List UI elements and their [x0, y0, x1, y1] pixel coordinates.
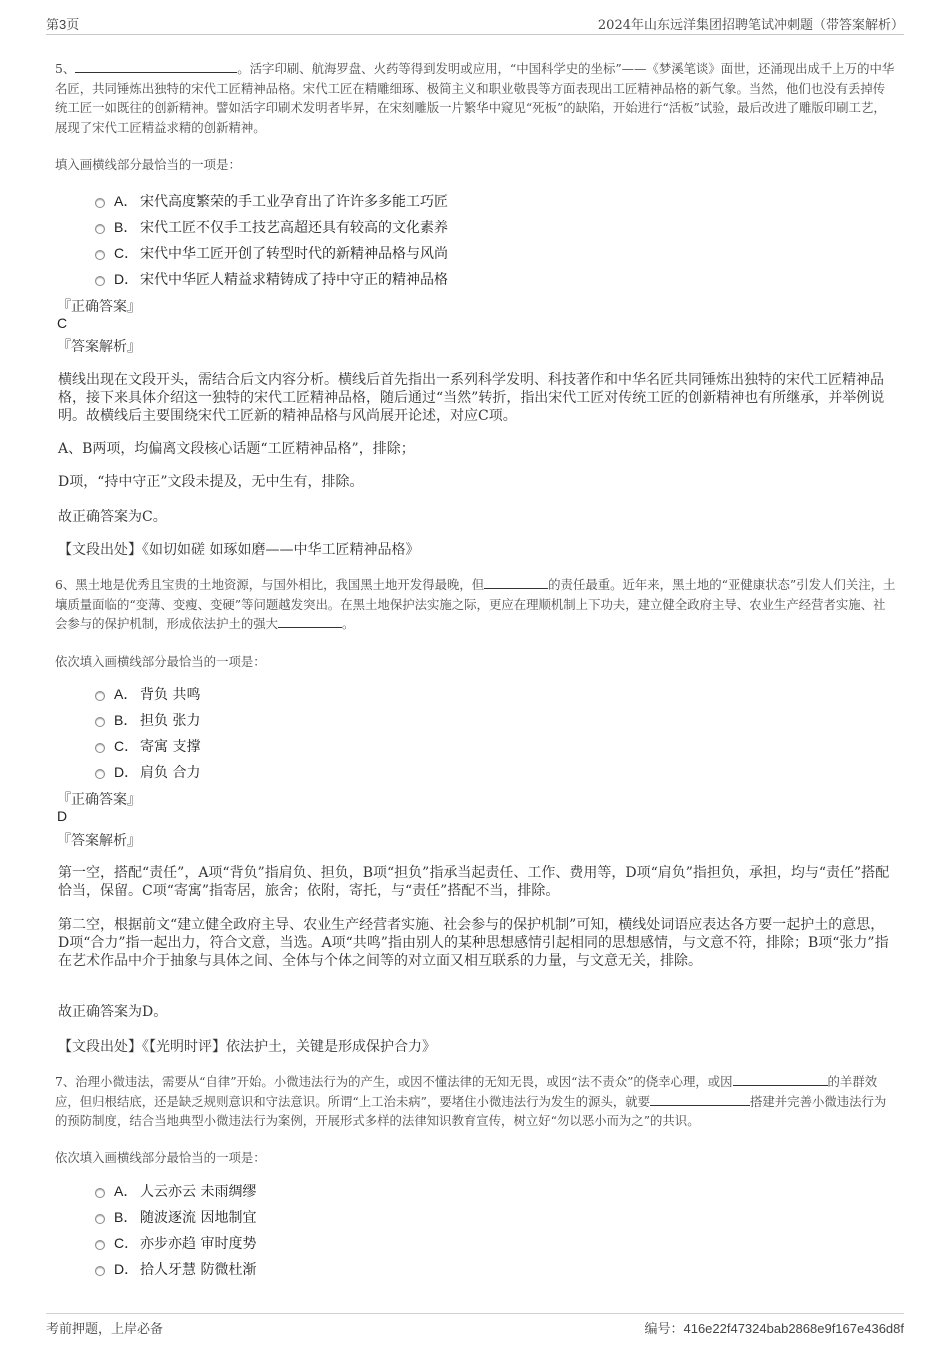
answer-label: 『正确答案』: [57, 299, 141, 315]
answer-value: C: [57, 315, 68, 331]
footer-slogan: 考前押题，上岸必备: [46, 1322, 164, 1337]
radio-icon[interactable]: [95, 1214, 105, 1224]
radio-icon[interactable]: [95, 1188, 105, 1198]
question-5-prompt: 填入画横线部分最恰当的一项是：: [55, 157, 241, 172]
option-a[interactable]: A． 宋代高度繁荣的手工业孕育出了许许多多能工巧匠: [95, 188, 448, 214]
radio-icon[interactable]: [95, 276, 105, 286]
fill-blank: [733, 1073, 828, 1086]
question-6-options: [95, 681, 200, 785]
question-7-options: [95, 1178, 256, 1282]
fill-blank: [484, 576, 548, 589]
option-d[interactable]: D． 肩负 合力: [95, 759, 200, 785]
analysis-paragraph: A、B两项，均偏离文段核心话题“工匠精神品格”，排除；: [58, 441, 415, 457]
question-7-prompt: 依次填入画横线部分最恰当的一项是：: [55, 1150, 266, 1165]
option-d[interactable]: D． 拾人牙慧 防微杜渐: [95, 1256, 256, 1282]
analysis-paragraph: D项，“持中守正”文段未提及，无中生有，排除。: [58, 474, 364, 490]
option-d[interactable]: D． 宋代中华匠人精益求精铸成了持中守正的精神品格: [95, 266, 448, 292]
analysis-label: 『答案解析』: [57, 339, 141, 355]
radio-icon[interactable]: [95, 691, 105, 701]
fill-blank: [650, 1093, 750, 1106]
question-6-stem: 6、黑土地是优秀且宝贵的土地资源，与国外相比，我国黑土地开发得最晚，但 的责任最重。近年来，黑土地的“亚健康状态”引发人们关注，土壤质量面临的“变薄、变瘦、变硬”等问题越发突出。在黑土地保护法实施之际，更应在理顺机制上下功夫，建立健全政府主导、农业生产经营者实施、社会参与的保护机制，形成依法护土的强大 。: [55, 577, 896, 631]
document-code: 编号：416e22f47324bab2868e9f167e436d8f: [644, 1321, 904, 1336]
option-c[interactable]: C． 亦步亦趋 审时度势: [95, 1230, 256, 1256]
radio-icon[interactable]: [95, 717, 105, 727]
fill-blank: [75, 60, 237, 73]
page-header: [46, 14, 904, 35]
radio-icon[interactable]: [95, 769, 105, 779]
document-title: 2024年山东远洋集团招聘笔试冲刺题（带答案解析）: [597, 18, 904, 33]
question-6-prompt: 依次填入画横线部分最恰当的一项是：: [55, 654, 266, 669]
question-5-options: [95, 188, 448, 292]
option-c[interactable]: C． 寄寓 支撑: [95, 733, 200, 759]
analysis-conclusion: 故正确答案为C。: [58, 509, 167, 525]
option-a[interactable]: A． 背负 共鸣: [95, 681, 200, 707]
option-b[interactable]: B． 担负 张力: [95, 707, 200, 733]
question-7-stem: 7、治理小微违法，需要从“自律”开始。小微违法行为的产生，或因不懂法律的无知无畏，或因“法不责众”的侥幸心理，或因 的羊群效应，但归根结底，还是缺乏规则意识和守法意识。所谓“上工治未病”，要堵住小微违法行为发生的源头，就要 搭建并完善小微违法行为的预防制度，结合当地典型小微违法行为案例，开展形式多样的法律知识教育宣传，树立好“勿以恶小而为之”的共识。: [55, 1074, 887, 1128]
source-citation: 【文段出处】《如切如磋 如琢如磨——中华工匠精神品格》: [58, 542, 420, 558]
answer-value: D: [57, 808, 68, 824]
analysis-conclusion: 故正确答案为D。: [58, 1004, 168, 1020]
option-c[interactable]: C． 宋代中华工匠开创了转型时代的新精神品格与风尚: [95, 240, 448, 266]
radio-icon[interactable]: [95, 198, 105, 208]
fill-blank: [278, 615, 342, 628]
answer-label: 『正确答案』: [57, 792, 141, 808]
radio-icon[interactable]: [95, 743, 105, 753]
option-b[interactable]: B． 随波逐流 因地制宜: [95, 1204, 256, 1230]
analysis-paragraph: 第一空，搭配“责任”，A项“背负”指肩负、担负，B项“担负”指承当起责任、工作、费用等，D项“肩负”指担负，承担，均与“责任”搭配恰当，保留。C项“寄寓”指寄居，旅舍；依附，寄托，与“责任”搭配不当，排除。: [58, 865, 890, 899]
analysis-label: 『答案解析』: [57, 833, 141, 849]
radio-icon[interactable]: [95, 224, 105, 234]
question-5-stem: 5、 。活字印刷、航海罗盘、火药等得到发明或应用，“中国科学史的坐标”——《梦溪笔谈》面世，还涌现出成千上万的中华名匠，共同锤炼出独特的宋代工匠精神品格。宋代工匠在精雕细琢、极简主义和职业敬畏等方面表现出工匠精神品格的新气象。当然，他们也没有丢掉传统工匠一如既往的创新精神。譬如活字印刷术发明者毕昇，在宋刻雕版一片繁华中窥见“死板”的缺陷，开始进行“活板”试验，最后改进了雕版印刷工艺，展现了宋代工匠精益求精的创新精神。: [55, 61, 895, 135]
analysis-paragraph: 第二空，根据前文“建立健全政府主导、农业生产经营者实施、社会参与的保护机制”可知，横线处词语应表达各方要一起护土的意思，D项“合力”指一起出力，符合文意，当选。A项“共鸣”指由别人的某种思想感情引起相同的思想感情，与文意不符，排除；B项“张力”指在艺术作品中介于抽象与具体之间、全体与个体之间等的对立面又相互联系的力量，与文意无关，排除。: [58, 917, 889, 969]
radio-icon[interactable]: [95, 1266, 105, 1276]
page-number: 第3页: [46, 17, 80, 32]
option-a[interactable]: A． 人云亦云 未雨绸缪: [95, 1178, 256, 1204]
analysis-paragraph: 横线出现在文段开头，需结合后文内容分析。横线后首先指出一系列科学发明、科技著作和中华名匠共同锤炼出独特的宋代工匠精神品格，接下来具体介绍这一独特的宋代工匠精神品格，随后通过“当然”转折，指出宋代工匠对传统工匠的创新精神也有所继承，并举例说明。故横线后主要围绕宋代工匠新的精神品格与风尚展开论述，对应C项。: [58, 372, 885, 424]
option-b[interactable]: B． 宋代工匠不仅手工技艺高超还具有较高的文化素养: [95, 214, 448, 240]
source-citation: 【文段出处】《【光明时评】依法护土，关键是形成保护合力》: [58, 1039, 436, 1055]
radio-icon[interactable]: [95, 1240, 105, 1250]
page-footer: [46, 1313, 904, 1337]
radio-icon[interactable]: [95, 250, 105, 260]
